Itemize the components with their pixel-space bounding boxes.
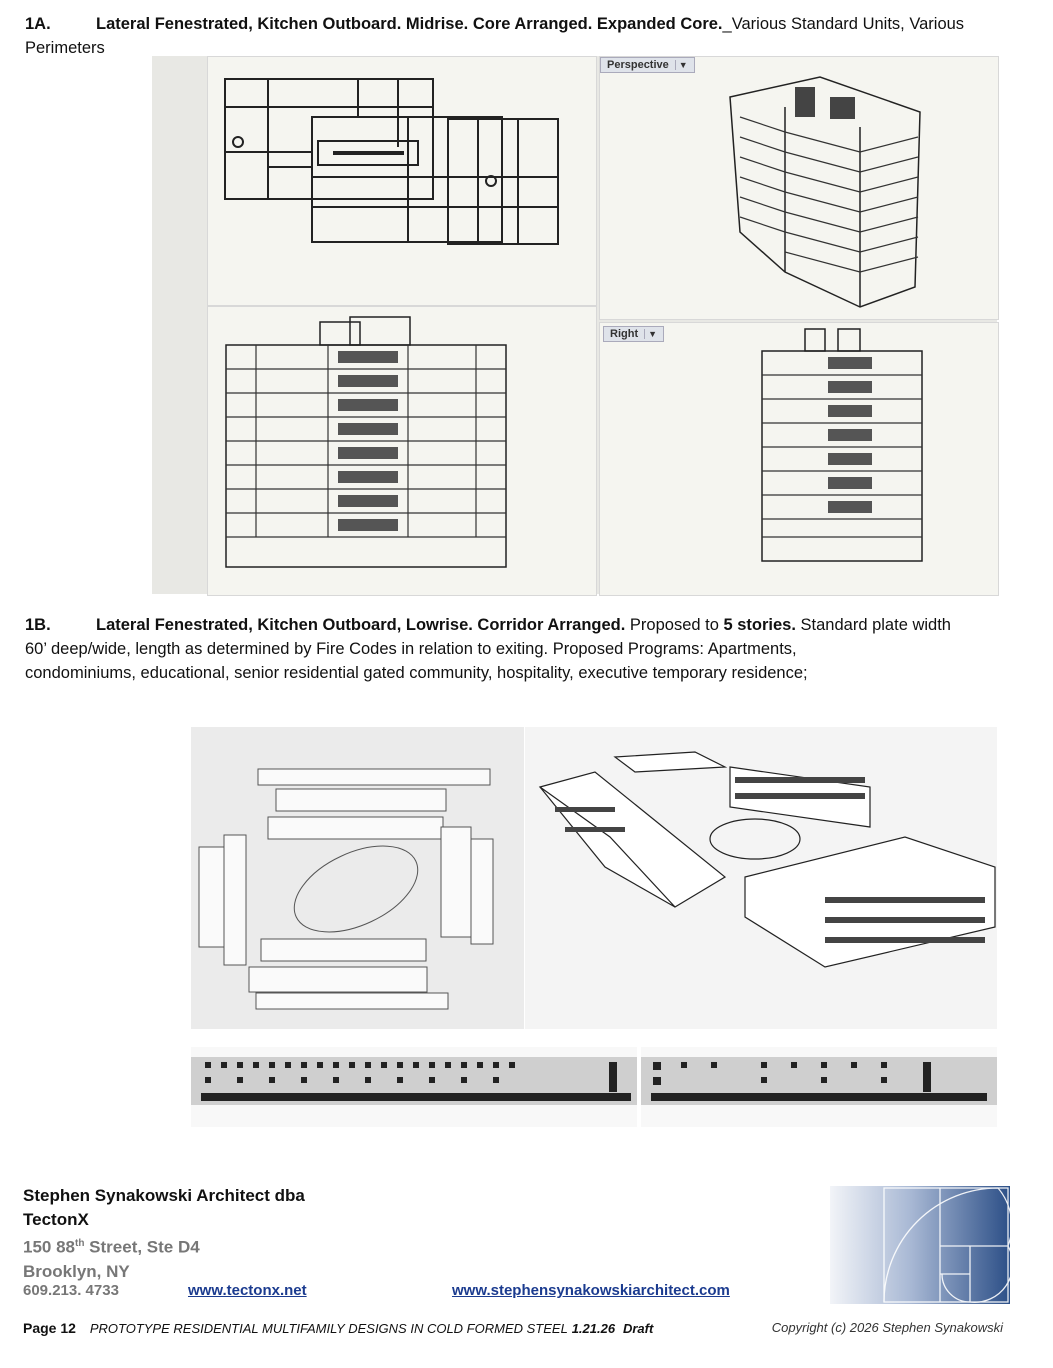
long-elevation-left-drawing [191,1047,637,1127]
section-1b-title: Lateral Fenestrated, Kitchen Outboard, Lowrise. Corridor Arranged. [96,616,626,634]
viewport-perspective[interactable] [599,56,999,320]
section-1a-rest: _Various Standard Units, Various [722,15,965,33]
document-version: 1.21.26 [571,1321,616,1336]
viewport-front-elevation[interactable] [207,306,597,596]
address-street: 150 88th Street, Ste D4 [23,1237,200,1257]
section-1b-stories: 5 stories. [723,616,796,634]
section-1b-paragraph [25,613,1035,685]
viewport-plan[interactable] [207,56,597,306]
section-1a-rest-line2: Perimeters [25,39,105,57]
perspective-drawing [600,57,998,319]
perspective-viewport-tab[interactable] [600,57,695,73]
perspective-roof-elements [795,87,855,119]
viewport-right-elevation[interactable] [599,322,999,596]
section-1a-number: 1A. [25,15,51,33]
section-1b-number: 1B. [25,616,51,634]
perspective-floor-lines [740,117,918,272]
footer-contact [23,1184,305,1284]
right-elevation-drawing [600,323,998,595]
section-1b-text-b: Standard plate width [795,616,951,634]
floor-plan-drawing [208,57,596,305]
link-stephensynakowski[interactable]: www.stephensynakowskiarchitect.com [452,1282,730,1299]
firm-dba: TectonX [23,1210,89,1229]
section-1b-text-a: Proposed to [625,616,724,634]
document-draft: Draft [622,1321,654,1336]
right-elevation-windows [828,357,872,513]
address-city: Brooklyn, NY [23,1261,130,1281]
page-number: Page 12 [23,1320,76,1336]
phone-number: 609.213. 4733 [23,1282,119,1299]
long-elevation-right-drawing [641,1047,997,1127]
right-viewport-tab[interactable] [603,326,664,342]
golden-spiral-icon [830,1186,1010,1304]
firm-logo [830,1186,1010,1304]
chevron-down-icon[interactable]: ▼ [675,60,688,70]
firm-name: Stephen Synakowski Architect dba [23,1186,305,1205]
cad-viewports [152,56,997,594]
section-1a-heading [25,12,1035,60]
long-elevation-image-left [191,1047,637,1127]
right-label: Right [610,328,639,340]
long-elevation-image-right [641,1047,997,1127]
site-perspective-drawing [525,727,997,1029]
copyright: Copyright (c) 2026 Stephen Synakowski [771,1320,1003,1335]
perspective-label: Perspective [607,59,669,71]
site-perspective-image [525,727,997,1029]
section-1a-title: Lateral Fenestrated, Kitchen Outboard. Midrise. Core Arranged. Expanded Core. [96,15,723,33]
section-1b-line3: condominiums, educational, senior residential gated community, hospitality, executive temporary residence; [25,664,808,682]
section-1b-line2: 60’ deep/wide, length as determined by Fire Codes in relation to exiting. Proposed Programs: Apartments, [25,640,797,658]
document-title: PROTOTYPE RESIDENTIAL MULTIFAMILY DESIGNS IN COLD FORMED STEEL [89,1321,568,1336]
page-footer [23,1320,1013,1336]
chevron-down-icon[interactable]: ▼ [644,329,657,339]
site-plan-image [191,727,524,1029]
site-plan-drawing [191,727,524,1029]
link-tectonx[interactable]: www.tectonx.net [188,1282,307,1299]
front-elevation-drawing [208,307,596,595]
